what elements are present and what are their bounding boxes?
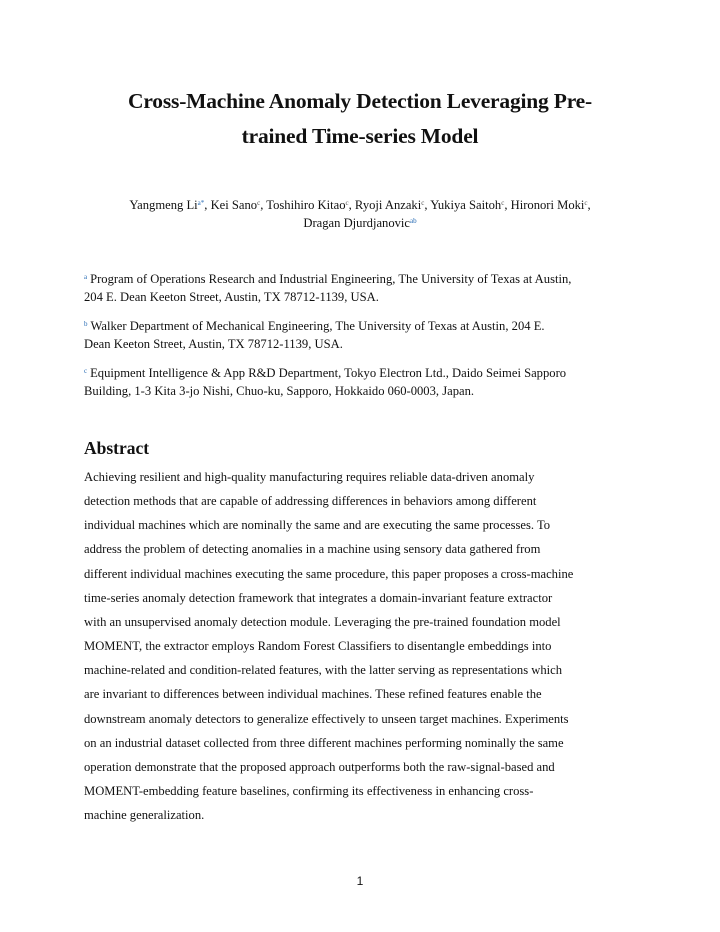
abstract-body bbox=[84, 465, 644, 827]
title-line: trained Time-series Model bbox=[241, 124, 479, 148]
affiliation-mark: c bbox=[84, 367, 88, 375]
author-separator: , bbox=[424, 198, 431, 212]
abstract-line: machine generalization. bbox=[84, 808, 205, 823]
author-name: Hironori Moki bbox=[510, 198, 585, 212]
author-separator: , bbox=[348, 198, 355, 212]
author-affiliation-mark: ab bbox=[410, 217, 417, 225]
author-name: Yangmeng Li bbox=[129, 198, 198, 212]
author-separator: , bbox=[587, 198, 591, 212]
author-name: Toshihiro Kitao bbox=[266, 198, 346, 212]
author-affiliation-mark: c bbox=[584, 199, 588, 207]
title-line: Cross-Machine Anomaly Detection Leveraging Pre- bbox=[128, 89, 592, 113]
author-name: Kei Sano bbox=[210, 198, 258, 212]
affiliation-a bbox=[84, 270, 644, 306]
abstract-line: are invariant to differences between individual machines. These refined features enable the bbox=[84, 687, 542, 702]
author-separator: , bbox=[260, 198, 267, 212]
abstract-line: address the problem of detecting anomalies in a machine using sensory data gathered from bbox=[84, 542, 541, 557]
author-affiliation-mark: a* bbox=[197, 199, 205, 207]
affiliation-line: Dean Keeton Street, Austin, TX 78712-1139, USA. bbox=[84, 337, 343, 351]
affiliation-text: Walker Department of Mechanical Engineering, The University of Texas at Austin, 204 E. bbox=[90, 319, 545, 333]
affiliation-mark: b bbox=[84, 320, 88, 328]
affiliation-line bbox=[84, 364, 644, 382]
abstract-line: machine-related and condition-related features, with the latter serving as representations which bbox=[84, 663, 563, 678]
author-name: Dragan Djurdjanovic bbox=[303, 216, 411, 230]
author-list bbox=[60, 196, 660, 232]
page-number: 1 bbox=[356, 874, 364, 888]
abstract-line: downstream anomaly detectors to generalize effectively to unseen target machines. Experiments bbox=[84, 711, 569, 726]
author-name: Ryoji Anzaki bbox=[354, 198, 422, 212]
affiliation-line bbox=[84, 270, 644, 288]
author-name: Yukiya Saitoh bbox=[430, 198, 502, 212]
abstract-line: MOMENT, the extractor employs Random Forest Classifiers to disentangle embeddings into bbox=[84, 639, 552, 654]
author-affiliation-mark: c bbox=[501, 199, 505, 207]
affiliation-text: Equipment Intelligence & App R&D Department, Tokyo Electron Ltd., Daido Seimei Sapporo bbox=[90, 366, 567, 380]
abstract-line: Achieving resilient and high-quality manufacturing requires reliable data-driven anomaly bbox=[84, 470, 535, 484]
affiliation-mark: a bbox=[84, 273, 88, 281]
author-line bbox=[60, 214, 660, 232]
abstract-line: MOMENT-embedding feature baselines, confirming its effectiveness in enhancing cross- bbox=[84, 784, 534, 799]
abstract-line: individual machines which are nominally the same and are executing the same processes. To bbox=[84, 518, 551, 533]
affiliation-b bbox=[84, 317, 644, 353]
affiliation-text: Program of Operations Research and Industrial Engineering, The University of Texas at Austin, bbox=[90, 272, 572, 286]
author-affiliation-mark: c bbox=[345, 199, 349, 207]
author-affiliation-mark: c bbox=[257, 199, 261, 207]
author-separator: , bbox=[504, 198, 511, 212]
affiliation-c bbox=[84, 364, 644, 400]
paper-title bbox=[60, 84, 660, 154]
author-affiliation-mark: c bbox=[421, 199, 425, 207]
abstract-line: operation demonstrate that the proposed approach outperforms both the raw-signal-based and bbox=[84, 759, 555, 774]
affiliation-line: 204 E. Dean Keeton Street, Austin, TX 78712-1139, USA. bbox=[84, 290, 379, 304]
abstract-line: detection methods that are capable of addressing differences in behaviors among different bbox=[84, 494, 537, 509]
abstract-line: on an industrial dataset collected from three different machines performing nominally the same bbox=[84, 735, 564, 750]
affiliation-line bbox=[84, 317, 644, 335]
author-line bbox=[60, 196, 660, 214]
abstract-line: different individual machines executing the same procedure, this paper proposes a cross-machine bbox=[84, 566, 574, 581]
abstract-line: with an unsupervised anomaly detection module. Leveraging the pre-trained foundation model bbox=[84, 614, 561, 629]
author-separator: , bbox=[204, 198, 211, 212]
affiliation-line: Building, 1-3 Kita 3-jo Nishi, Chuo-ku, Sapporo, Hokkaido 060-0003, Japan. bbox=[84, 384, 475, 398]
abstract-heading: Abstract bbox=[84, 438, 150, 458]
abstract-line: time-series anomaly detection framework that integrates a domain-invariant feature extractor bbox=[84, 590, 553, 605]
